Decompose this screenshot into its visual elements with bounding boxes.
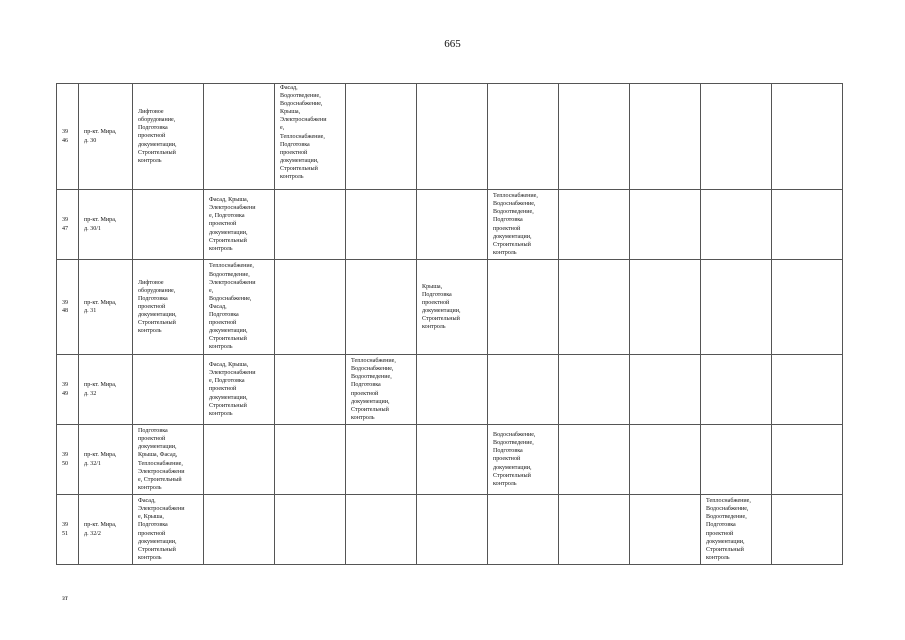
work-cell (275, 190, 346, 260)
row-number-cell: 39 49 (57, 355, 79, 425)
row-number-cell: 39 46 (57, 84, 79, 190)
work-cell (559, 260, 630, 355)
work-cell (772, 495, 843, 565)
table-row (57, 190, 843, 260)
work-cell (630, 355, 701, 425)
row-number-cell: 39 48 (57, 260, 79, 355)
row-number-cell: 39 47 (57, 190, 79, 260)
work-cell (630, 260, 701, 355)
work-cell: Теплоснабжение, Водоснабжение, Водоотведение, Подготовка проектной документации, Строительный контроль (488, 190, 559, 260)
work-cell: Теплоснабжение, Водоотведение, Электроснабжени е, Водоснабжение, Фасад, Подготовка проектной документации, Строительный контроль (204, 260, 275, 355)
work-cell (772, 260, 843, 355)
work-cell: Теплоснабжение, Водоснабжение, Водоотведение, Подготовка проектной документации, Строительный контроль (346, 355, 417, 425)
work-cell (346, 190, 417, 260)
address-cell: пр-кт. Мира, д. 32 (79, 355, 133, 425)
work-cell: Фасад, Водоотведение, Водоснабжение, Крыша, Электроснабжени е, Теплоснабжение, Подготовка проектной документации, Строительный контроль (275, 84, 346, 190)
work-cell (559, 190, 630, 260)
address-cell: пр-кт. Мира, д. 30 (79, 84, 133, 190)
footer-note: зт (62, 594, 68, 602)
work-cell (630, 84, 701, 190)
work-cell (701, 84, 772, 190)
work-cell (488, 495, 559, 565)
work-cell (417, 355, 488, 425)
address-cell: пр-кт. Мира, д. 32/2 (79, 495, 133, 565)
work-cell (772, 355, 843, 425)
work-cell: Лифтовое оборудование, Подготовка проектной документации, Строительный контроль (133, 84, 204, 190)
repair-schedule-table (56, 83, 843, 565)
page-number: 665 (444, 38, 461, 50)
work-cell (701, 355, 772, 425)
work-cell (772, 84, 843, 190)
work-cell (133, 190, 204, 260)
table-row (57, 425, 843, 495)
work-cell (701, 260, 772, 355)
table-row (57, 355, 843, 425)
work-cell (772, 190, 843, 260)
work-cell: Подготовка проектной документации, Крыша, Фасад, Теплоснабжение, Электроснабжени е, Строительный контроль (133, 425, 204, 495)
work-cell (275, 425, 346, 495)
work-cell: Теплоснабжение, Водоснабжение, Водоотведение, Подготовка проектной документации, Строительный контроль (701, 495, 772, 565)
work-cell: Фасад, Электроснабжени е, Крыша, Подготовка проектной документации, Строительный контроль (133, 495, 204, 565)
work-cell (488, 84, 559, 190)
work-cell (204, 425, 275, 495)
work-cell: Водоснабжение, Водоотведение, Подготовка проектной документации, Строительный контроль (488, 425, 559, 495)
work-cell (417, 495, 488, 565)
work-cell (559, 84, 630, 190)
work-cell (488, 355, 559, 425)
work-cell (346, 495, 417, 565)
address-cell: пр-кт. Мира, д. 32/1 (79, 425, 133, 495)
work-cell (559, 355, 630, 425)
work-cell (630, 425, 701, 495)
work-cell (630, 190, 701, 260)
work-cell (204, 84, 275, 190)
work-cell (346, 84, 417, 190)
work-cell (559, 425, 630, 495)
address-cell: пр-кт. Мира, д. 31 (79, 260, 133, 355)
work-cell: Крыша, Подготовка проектной документации, Строительный контроль (417, 260, 488, 355)
work-cell (488, 260, 559, 355)
work-cell (630, 495, 701, 565)
work-cell (275, 355, 346, 425)
work-cell (275, 495, 346, 565)
work-cell (701, 425, 772, 495)
row-number-cell: 39 51 (57, 495, 79, 565)
work-cell (417, 425, 488, 495)
work-cell (772, 425, 843, 495)
work-cell: Лифтовое оборудование, Подготовка проектной документации, Строительный контроль (133, 260, 204, 355)
work-cell: Фасад, Крыша, Электроснабжени е, Подготовка проектной документации, Строительный контроль (204, 190, 275, 260)
work-cell (275, 260, 346, 355)
work-cell (559, 495, 630, 565)
table-row (57, 260, 843, 355)
work-cell (346, 425, 417, 495)
table-row (57, 495, 843, 565)
work-cell: Фасад, Крыша, Электроснабжени е, Подготовка проектной документации, Строительный контроль (204, 355, 275, 425)
work-cell (417, 84, 488, 190)
work-cell (417, 190, 488, 260)
work-cell (133, 355, 204, 425)
work-cell (701, 190, 772, 260)
address-cell: пр-кт. Мира, д. 30/1 (79, 190, 133, 260)
work-cell (346, 260, 417, 355)
row-number-cell: 39 50 (57, 425, 79, 495)
work-cell (204, 495, 275, 565)
table-row (57, 84, 843, 190)
